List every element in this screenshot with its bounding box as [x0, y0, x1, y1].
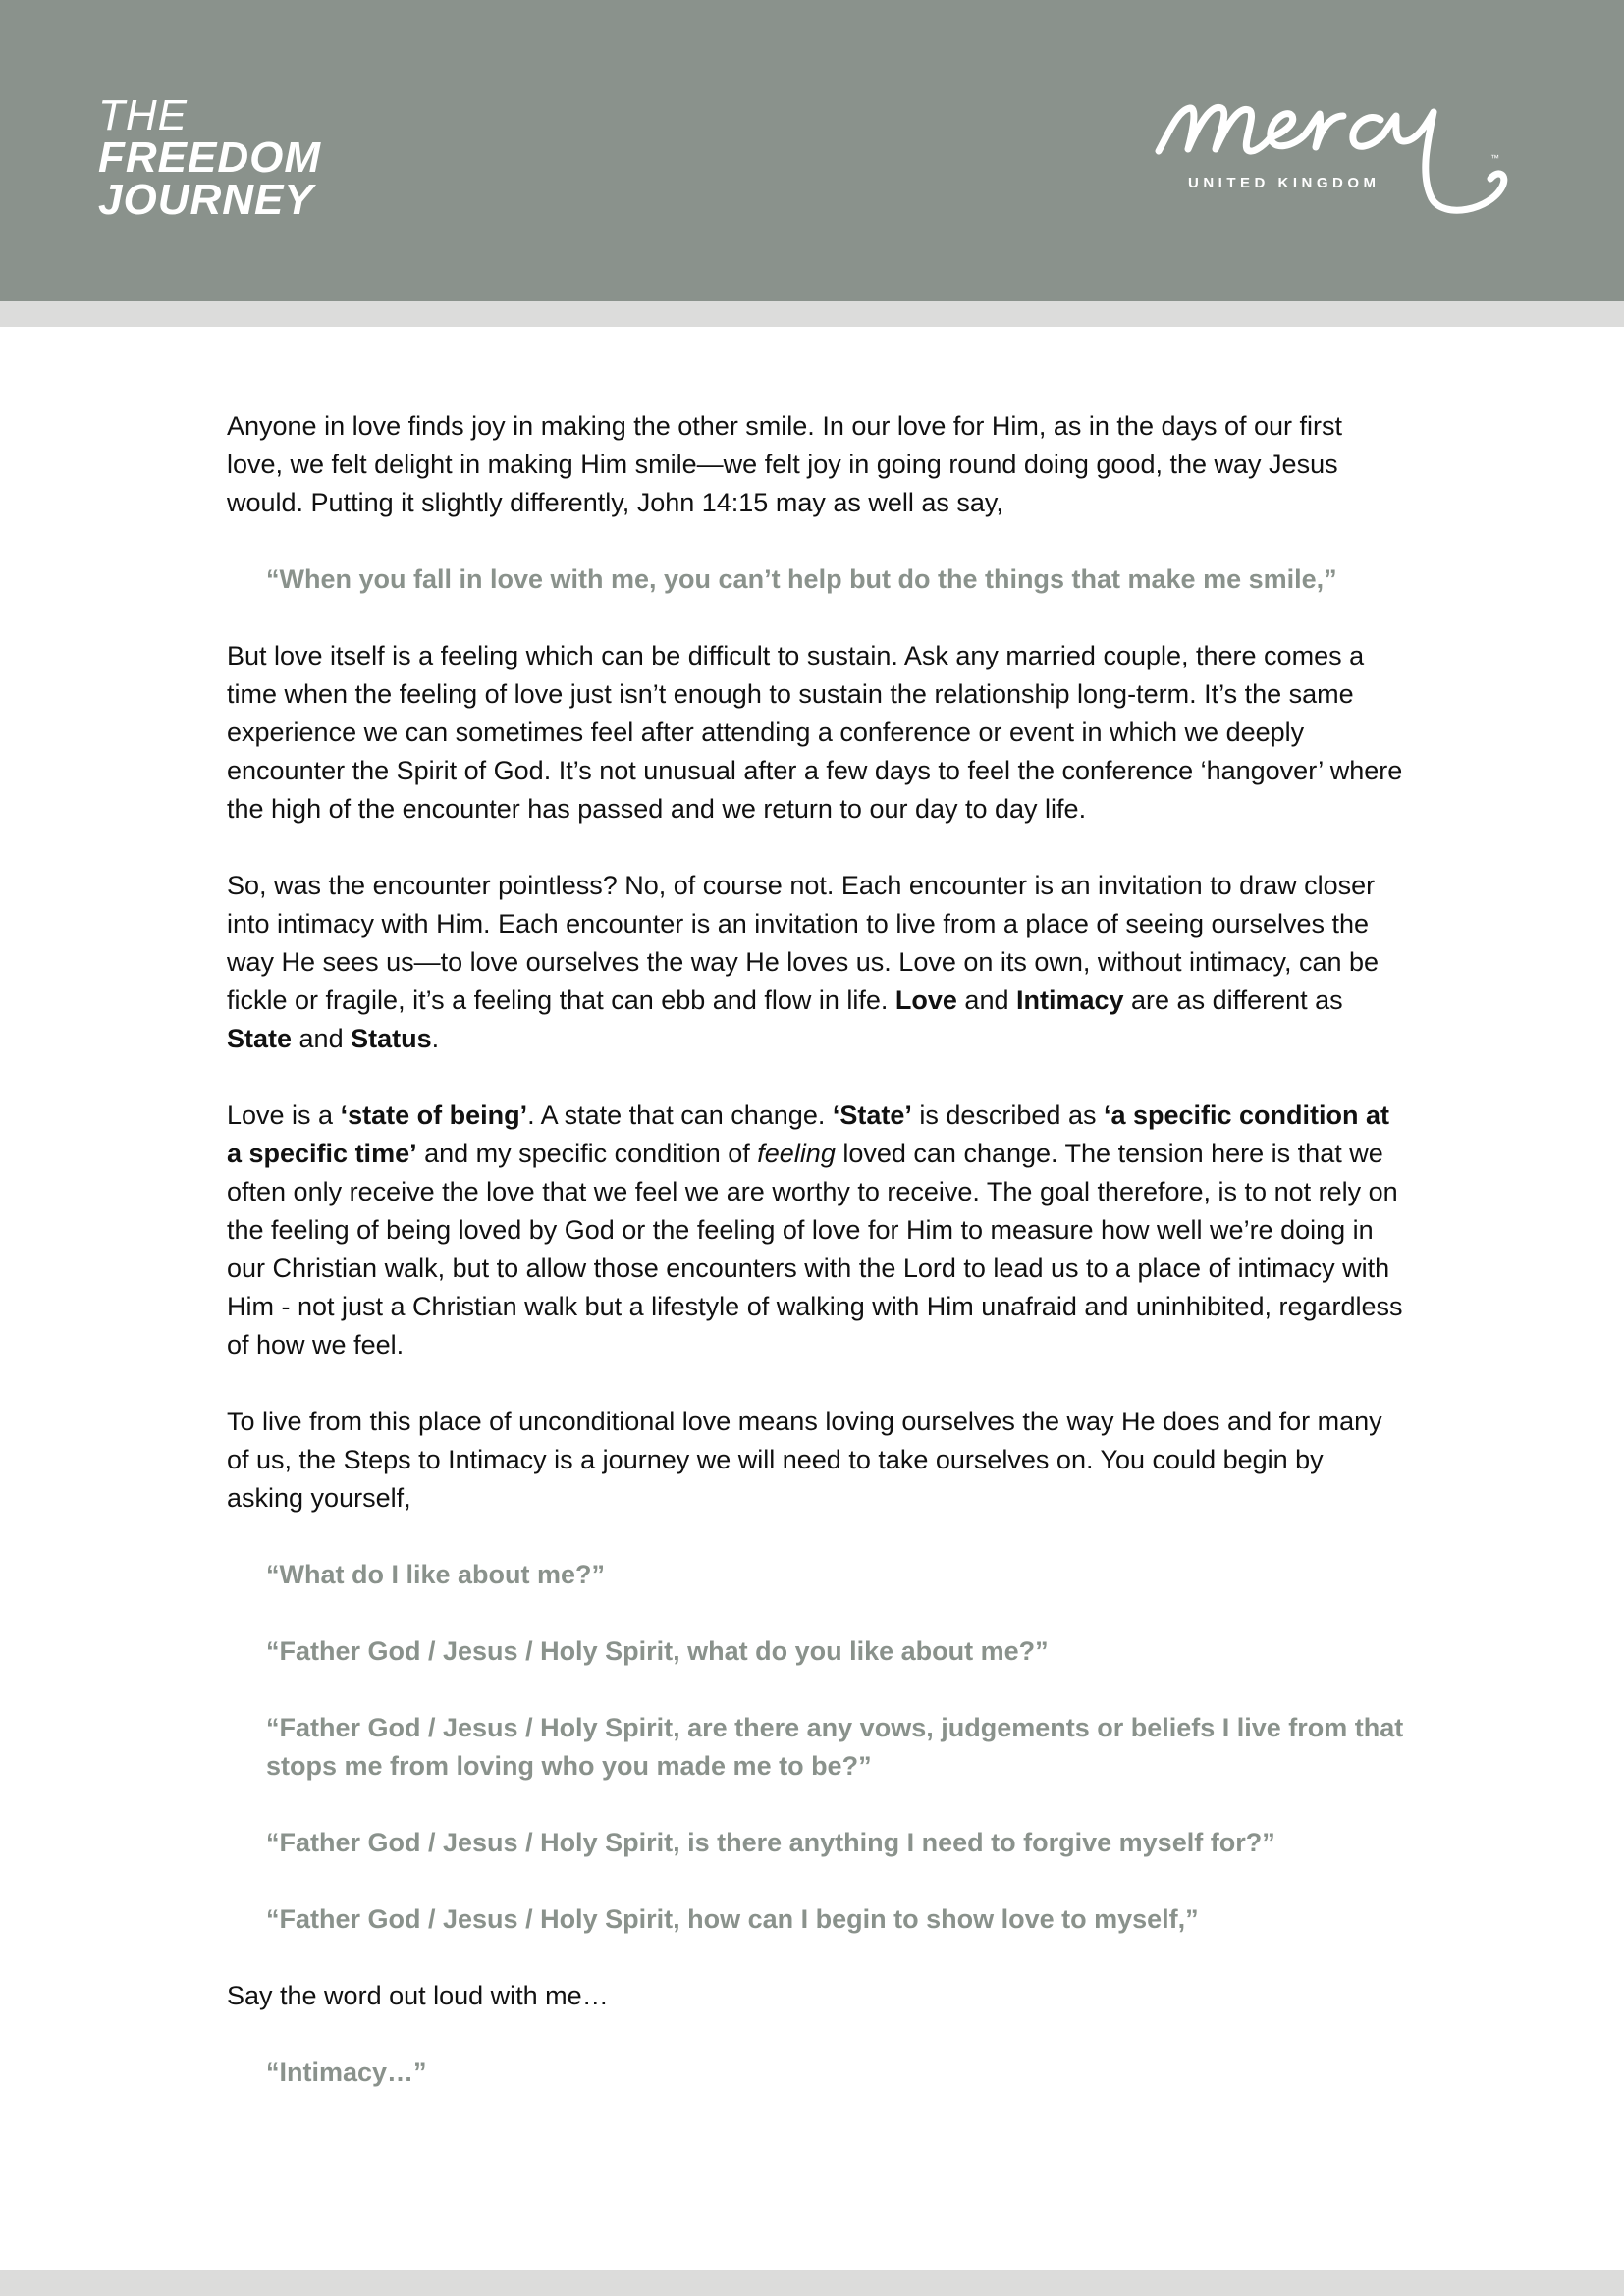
brand-line-the: THE [98, 91, 188, 139]
text-span: . A state that can change. [527, 1100, 833, 1130]
paragraph-say-word: Say the word out loud with me… [227, 1981, 609, 2010]
question-item: “Father God / Jesus / Holy Spirit, is there anything I need to forgive myself for?” [266, 1828, 1275, 1857]
text-span: and my specific condition of [416, 1139, 758, 1168]
trademark-mark: ™ [1490, 153, 1499, 163]
bold-status: Status [351, 1024, 432, 1053]
mercy-script-icon [1149, 90, 1532, 238]
paragraph-intro: Anyone in love finds joy in making the other smile. In our love for Him, as in the days of our first love, we felt delight in making Him smile—we felt joy in going round doing good, the way Jesus would. Putting it slightly differently, John 14:15 may as well as say, [227, 411, 1343, 517]
question-item: “Father God / Jesus / Holy Spirit, are there any vows, judgements or beliefs I live from that stops me from loving who you made me to be?” [266, 1713, 1404, 1781]
freedom-journey-logo [98, 91, 321, 224]
paragraph-unconditional-love: To live from this place of unconditional love means loving ourselves the way He does and for many of us, the Steps to Intimacy is a journey we will need to take ourselves on. You could begin by asking yourself, [227, 1407, 1382, 1513]
text-span: Love is a [227, 1100, 341, 1130]
bold-definition: ‘a specific condition at a specific time’ [227, 1100, 1390, 1168]
paragraph-state [227, 1096, 1405, 1364]
text-span: loved can change. The tension here is that we often only receive the love that we feel we are worthy to receive. The goal therefore, is to not rely on the feeling of being loved by God or the feeling of love for Him to measure how well we’re doing in our Christian walk, but to allow those encounters with the Lord to lead us to a place of intimacy with Him - not just a Christian walk but a lifestyle of walking with Him unafraid and uninhibited, regardless of how we feel. [227, 1139, 1403, 1360]
question-item: “What do I like about me?” [266, 1560, 606, 1589]
text-span: and [956, 986, 1016, 1015]
article-body [227, 407, 1405, 2130]
text-span: . [431, 1024, 440, 1053]
bold-intimacy: Intimacy [1015, 986, 1124, 1015]
paragraph-feeling: But love itself is a feeling which can be difficult to sustain. Ask any married couple, there comes a time when the feeling of love just isn’t enough to sustain the relationship long-term. It’s the same experience we can sometimes feel after attending a conference or event in which we deeply encounter the Spirit of God. It’s not unusual after a few days to feel the conference ‘hangover’ where the high of the encounter has passed and we return to our day to day life. [227, 641, 1403, 824]
brand-line-freedom: FREEDOM [98, 133, 321, 182]
bold-love: Love [894, 986, 957, 1015]
text-span: are as different as [1123, 986, 1343, 1015]
italic-feeling: feeling [757, 1139, 836, 1168]
text-span: So, was the encounter pointless? No, of course not. Each encounter is an invitation to draw closer into intimacy with Him. Each encounter is an invitation to live from a place of seeing ourselves the way He sees us—to love ourselves the way He loves us. Love on its own, without intimacy, can be fickle or fragile, it’s a feeling that can ebb and flow in life. [227, 871, 1380, 1015]
quote-intimacy: “Intimacy…” [266, 2057, 427, 2087]
bold-state: State [227, 1024, 293, 1053]
footer-strip [0, 2270, 1624, 2296]
text-span: is described as [911, 1100, 1104, 1130]
question-item: “Father God / Jesus / Holy Spirit, what do you like about me?” [266, 1636, 1049, 1666]
bold-state-of-being: ‘state of being’ [340, 1100, 528, 1130]
paragraph-encounter [227, 867, 1405, 1058]
question-item: “Father God / Jesus / Holy Spirit, how can I begin to show love to myself,” [266, 1904, 1199, 1934]
logo-subtitle: UNITED KINGDOM [1188, 175, 1380, 191]
quote-john: “When you fall in love with me, you can’t help but do the things that make me smile,” [266, 564, 1337, 594]
mercy-logo [1149, 90, 1532, 238]
bold-state-quote: ‘State’ [832, 1100, 912, 1130]
brand-line-journey: JOURNEY [98, 176, 314, 224]
text-span: and [292, 1024, 352, 1053]
header-divider-strip [0, 301, 1624, 327]
